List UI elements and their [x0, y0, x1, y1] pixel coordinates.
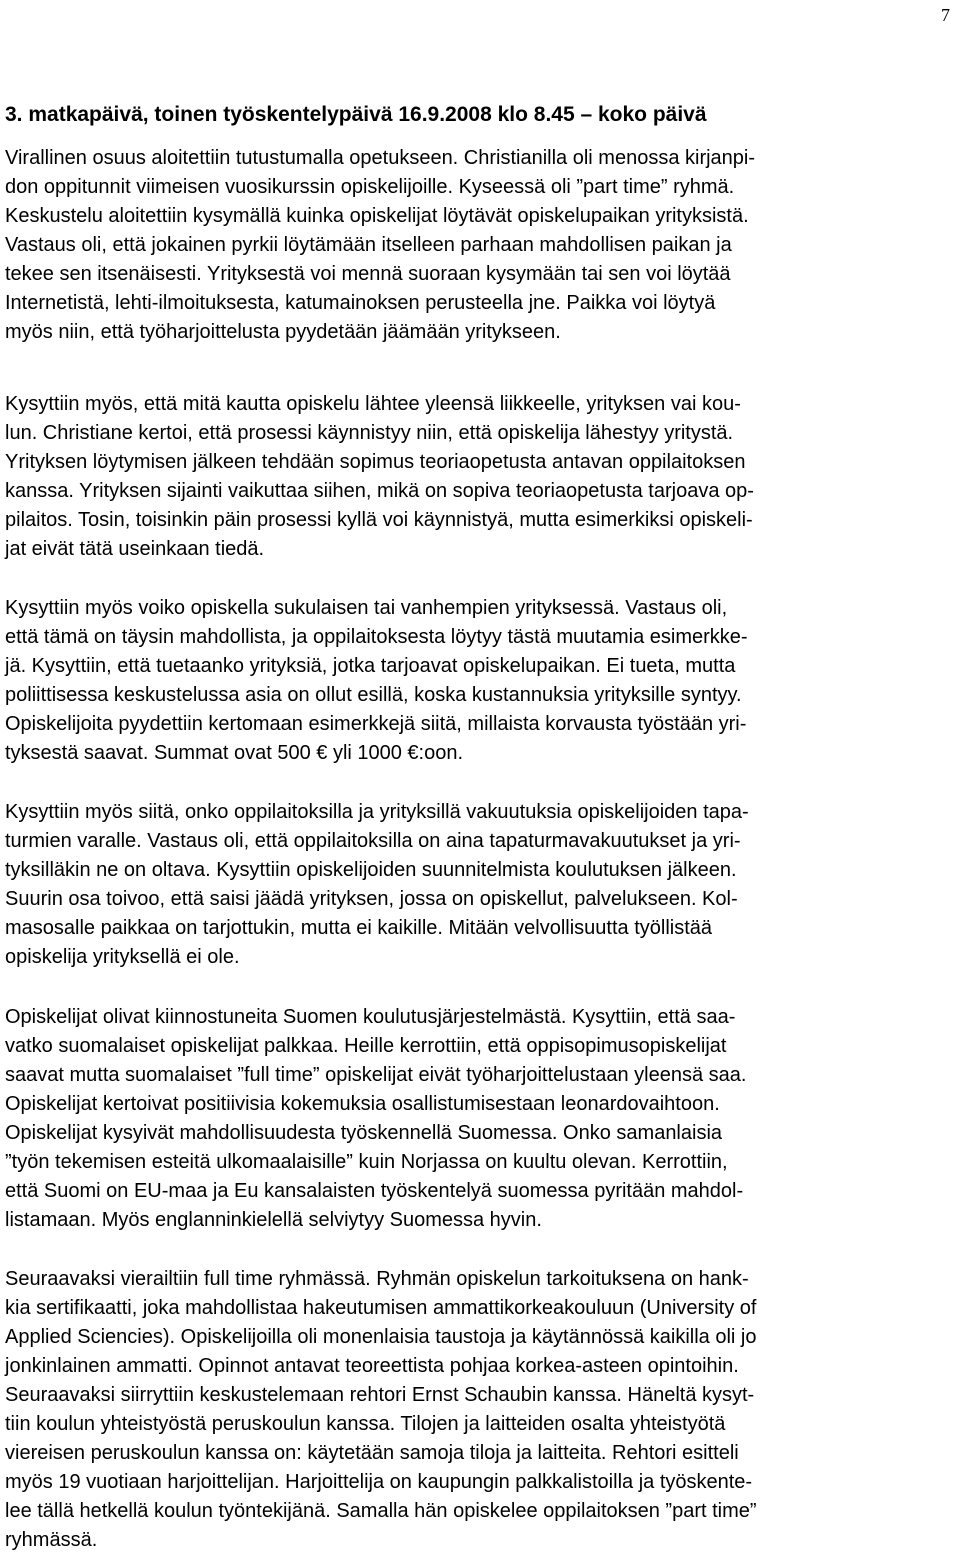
text-line: ”työn tekemisen esteitä ulkomaalaisille” kuin Norjassa on kuultu olevan. Kerrottiin,: [5, 1151, 728, 1173]
text-line: myös 19 vuotiaan harjoittelijan. Harjoittelija on kaupungin palkkalistoilla ja työskente-: [5, 1471, 753, 1493]
text-line: Seuraavaksi vierailtiin full time ryhmässä. Ryhmän opiskelun tarkoituksena on hank-: [5, 1268, 749, 1290]
text-line: tekee sen itsenäisesti. Yrityksestä voi mennä suoraan kysymään tai sen voi löytää: [5, 263, 731, 285]
text-line: Kysyttiin myös, että mitä kautta opiskelu lähtee yleensä liikkeelle, yrityksen vai kou-: [5, 393, 741, 415]
text-line: Kysyttiin myös siitä, onko oppilaitoksilla ja yrityksillä vakuutuksia opiskelijoiden tapa-: [5, 801, 749, 823]
text-line: Yrityksen löytymisen jälkeen tehdään sopimus teoriaopetusta antavan oppilaitoksen: [5, 451, 746, 473]
paragraph-1: [5, 144, 955, 347]
text-line: Suurin osa toivoo, että saisi jäädä yrityksen, jossa on opiskellut, palvelukseen. Kol-: [5, 888, 738, 910]
text-line: Keskustelu aloitettiin kysymällä kuinka opiskelijat löytävät opiskelupaikan yrityksistä.: [5, 205, 749, 227]
text-line: Seuraavaksi siirryttiin keskustelemaan rehtori Ernst Schaubin kanssa. Häneltä kysyt-: [5, 1384, 755, 1406]
paragraph-3: [5, 594, 955, 768]
text-line: että tämä on täysin mahdollista, ja oppilaitoksesta löytyy tästä muutamia esimerkke-: [5, 626, 748, 648]
paragraph-2: [5, 390, 955, 564]
text-line: lee tällä hetkellä koulun työntekijänä. Samalla hän opiskelee oppilaitoksen ”part time”: [5, 1500, 757, 1522]
text-line: myös niin, että työharjoittelusta pyydetään jäämään yritykseen.: [5, 321, 561, 343]
paragraph-6: [5, 1265, 955, 1555]
text-line: Opiskelijoita pyydettiin kertomaan esimerkkejä siitä, millaista korvausta työstään yri-: [5, 713, 747, 735]
section-heading: 3. matkapäivä, toinen työskentelypäivä 16.9.2008 klo 8.45 – koko päivä: [5, 103, 707, 126]
paragraph-4: [5, 798, 955, 972]
text-line: tiin koulun yhteistyöstä peruskoulun kanssa. Tilojen ja laitteiden osalta yhteistyötä: [5, 1413, 726, 1435]
text-line: Opiskelijat kertoivat positiivisia kokemuksia osallistumisestaan leonardovaihtoon.: [5, 1093, 720, 1115]
text-line: Opiskelijat olivat kiinnostuneita Suomen koulutusjärjestelmästä. Kysyttiin, että saa-: [5, 1006, 736, 1028]
text-line: don oppitunnit viimeisen vuosikurssin opiskelijoille. Kyseessä oli ”part time” ryhmä.: [5, 176, 735, 198]
text-line: masosalle paikkaa on tarjottukin, mutta ei kaikille. Mitään velvollisuutta työllistää: [5, 917, 713, 939]
text-line: turmien varalle. Vastaus oli, että oppilaitoksilla on aina tapaturmavakuutukset ja yri-: [5, 830, 741, 852]
text-line: listamaan. Myös englanninkielellä selviytyy Suomessa hyvin.: [5, 1209, 542, 1231]
text-line: jä. Kysyttiin, että tuetaanko yrityksiä, jotka tarjoavat opiskelupaikan. Ei tueta, mutta: [5, 655, 736, 677]
text-line: jonkinlainen ammatti. Opinnot antavat teoreettista pohjaa korkea-asteen opintoihin.: [5, 1355, 739, 1377]
text-line: vatko suomalaiset opiskelijat palkkaa. Heille kerrottiin, että oppisopimusopiskelijat: [5, 1035, 727, 1057]
text-line: kia sertifikaatti, joka mahdollistaa hakeutumisen ammattikorkeakouluun (University of: [5, 1297, 757, 1319]
text-line: viereisen peruskoulun kanssa on: käytetään samoja tiloja ja laitteita. Rehtori esitteli: [5, 1442, 739, 1464]
text-line: poliittisessa keskustelussa asia on ollut esillä, koska kustannuksia yrityksille syntyy.: [5, 684, 742, 706]
text-line: että Suomi on EU-maa ja Eu kansalaisten työskentelyä suomessa pyritään mahdol-: [5, 1180, 744, 1202]
text-line: tyksestä saavat. Summat ovat 500 € yli 1000 €:oon.: [5, 742, 464, 764]
text-line: Internetistä, lehti-ilmoituksesta, katumainoksen perusteella jne. Paikka voi löytyä: [5, 292, 716, 314]
text-line: Virallinen osuus aloitettiin tutustumalla opetukseen. Christianilla oli menossa kirjanpi-: [5, 147, 756, 169]
text-line: opiskelija yrityksellä ei ole.: [5, 946, 240, 968]
text-line: lun. Christiane kertoi, että prosessi käynnistyy niin, että opiskelija lähestyy yritystä.: [5, 422, 734, 444]
text-line: pilaitos. Tosin, toisinkin päin prosessi kyllä voi käynnistyä, mutta esimerkiksi opiskeli-: [5, 509, 753, 531]
text-line: saavat mutta suomalaiset ”full time” opiskelijat eivät työharjoittelustaan yleensä saa.: [5, 1064, 747, 1086]
text-line: Applied Sciencies). Opiskelijoilla oli monenlaisia taustoja ja käytännössä kaikilla oli jo: [5, 1326, 757, 1348]
text-line: tyksilläkin ne on oltava. Kysyttiin opiskelijoiden suunnitelmista koulutuksen jälkeen.: [5, 859, 737, 881]
text-line: Opiskelijat kysyivät mahdollisuudesta työskennellä Suomessa. Onko samanlaisia: [5, 1122, 723, 1144]
text-line: ryhmässä.: [5, 1529, 98, 1551]
text-line: Vastaus oli, että jokainen pyrkii löytämään itselleen parhaan mahdollisen paikan ja: [5, 234, 732, 256]
page-number: 7: [941, 5, 950, 25]
text-line: kanssa. Yrityksen sijainti vaikuttaa siihen, mikä on sopiva teoriaopetusta tarjoava op-: [5, 480, 754, 502]
paragraph-5: [5, 1003, 955, 1235]
text-line: Kysyttiin myös voiko opiskella sukulaisen tai vanhempien yrityksessä. Vastaus oli,: [5, 597, 728, 619]
text-line: jat eivät tätä useinkaan tiedä.: [5, 538, 265, 560]
